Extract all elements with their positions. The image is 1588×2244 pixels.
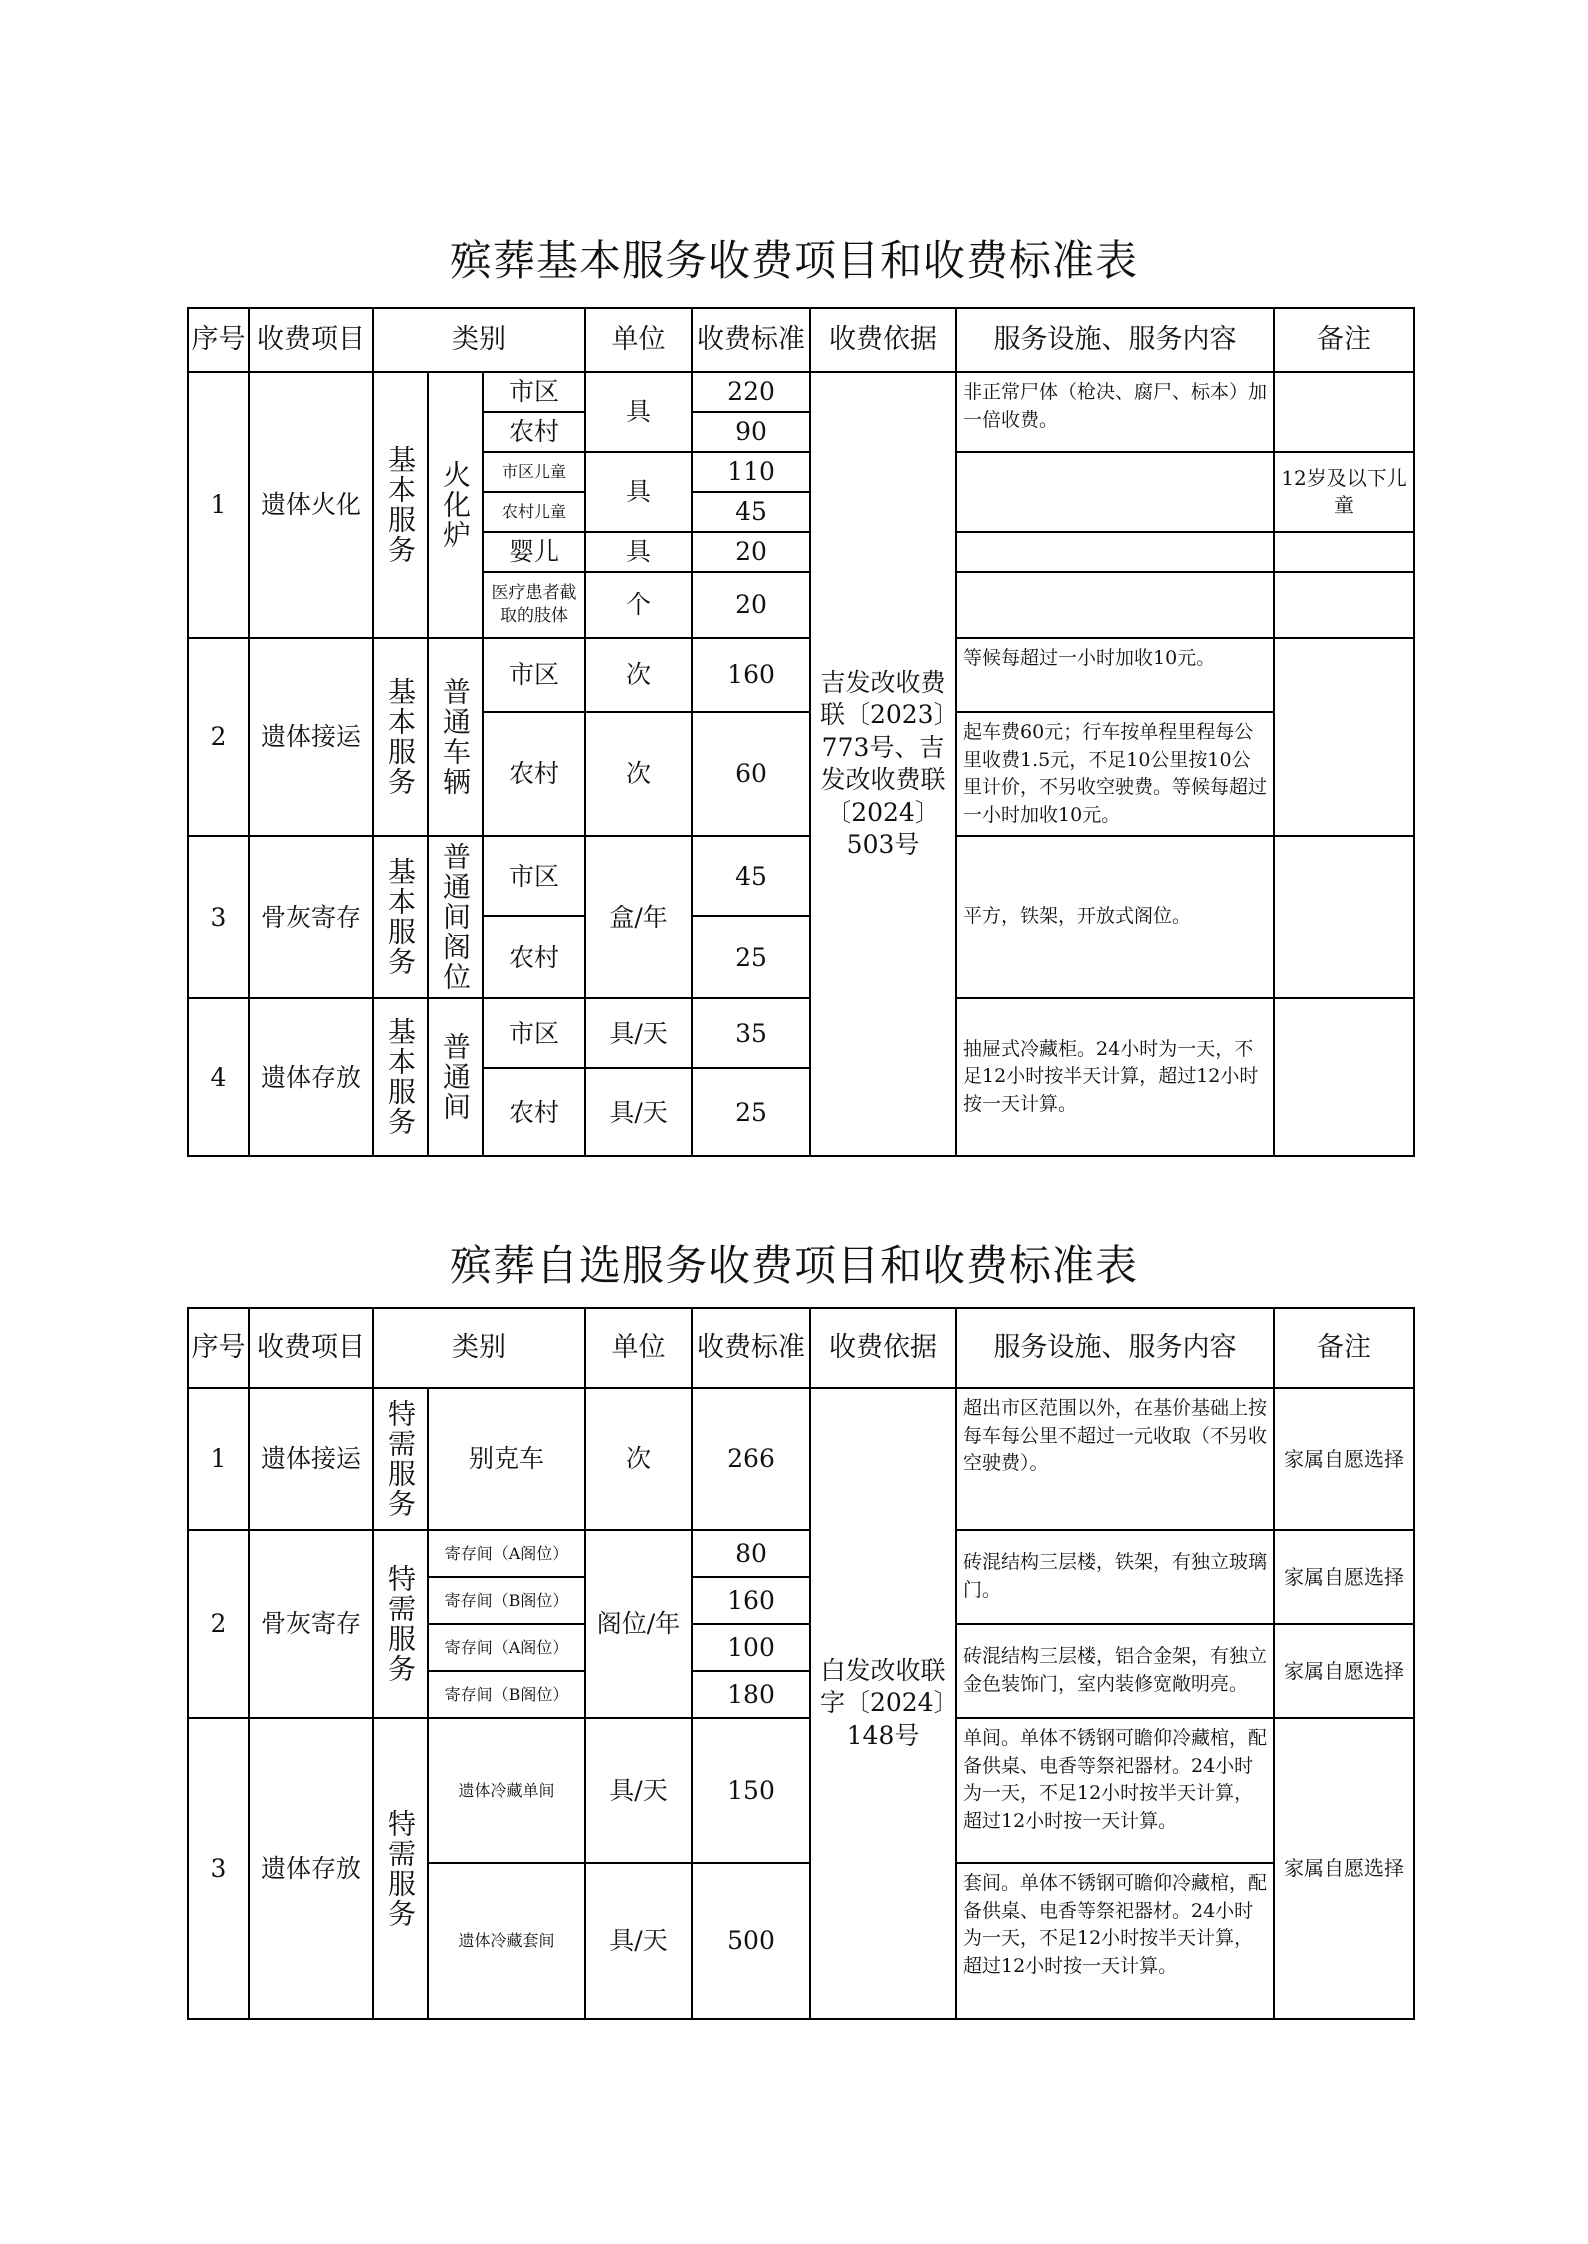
item-cell: 遗体存放 bbox=[249, 998, 373, 1156]
price-cell: 25 bbox=[692, 1068, 810, 1156]
header-remark: 备注 bbox=[1274, 308, 1414, 372]
remark-cell: 12岁及以下儿童 bbox=[1274, 452, 1414, 532]
unit-cell: 具 bbox=[585, 452, 692, 532]
unit-cell: 盒/年 bbox=[585, 836, 692, 998]
price-cell: 35 bbox=[692, 998, 810, 1068]
basic-fee-table bbox=[187, 307, 1415, 1157]
unit-cell: 具/天 bbox=[585, 1068, 692, 1156]
type-cell: 基本服务 bbox=[373, 638, 428, 836]
class-cell: 农村 bbox=[483, 412, 585, 452]
price-cell: 90 bbox=[692, 412, 810, 452]
class-cell: 市区 bbox=[483, 372, 585, 412]
price-cell: 266 bbox=[692, 1388, 810, 1530]
service-cell bbox=[956, 452, 1274, 532]
remark-cell bbox=[1274, 572, 1414, 638]
unit-cell: 具/天 bbox=[585, 1863, 692, 2019]
class-cell: 市区 bbox=[483, 998, 585, 1068]
table2-title: 殡葬自选服务收费项目和收费标准表 bbox=[449, 1241, 1138, 1290]
price-cell: 150 bbox=[692, 1718, 810, 1863]
class-cell: 市区儿童 bbox=[483, 452, 585, 492]
item-cell: 遗体接运 bbox=[249, 1388, 373, 1530]
table-row bbox=[188, 836, 1414, 916]
service-cell: 砖混结构三层楼，铝合金架，有独立金色装饰门，室内装修宽敞明亮。 bbox=[956, 1624, 1274, 1718]
header-item: 收费项目 bbox=[249, 308, 373, 372]
price-cell: 20 bbox=[692, 532, 810, 572]
header-category: 类别 bbox=[373, 308, 585, 372]
class-cell: 医疗患者截取的肢体 bbox=[483, 572, 585, 638]
item-cell: 骨灰寄存 bbox=[249, 1530, 373, 1718]
service-cell: 平方，铁架，开放式阁位。 bbox=[956, 836, 1274, 998]
unit-cell: 次 bbox=[585, 712, 692, 836]
seq-cell: 2 bbox=[188, 1530, 249, 1718]
subtype-cell: 普通间阁位 bbox=[428, 836, 483, 998]
class-cell: 寄存间（A阁位） bbox=[428, 1530, 585, 1577]
type-cell: 基本服务 bbox=[373, 372, 428, 638]
class-cell: 别克车 bbox=[428, 1388, 585, 1530]
remark-cell bbox=[1274, 372, 1414, 452]
remark-cell: 家属自愿选择 bbox=[1274, 1530, 1414, 1624]
seq-cell: 4 bbox=[188, 998, 249, 1156]
service-cell: 超出市区范围以外，在基价基础上按每车每公里不超过一元收取（不另收空驶费）。 bbox=[956, 1388, 1274, 1530]
unit-cell: 次 bbox=[585, 1388, 692, 1530]
price-cell: 110 bbox=[692, 452, 810, 492]
seq-cell: 1 bbox=[188, 1388, 249, 1530]
service-cell: 等候每超过一小时加收10元。 bbox=[956, 638, 1274, 712]
subtype-cell: 普通间 bbox=[428, 998, 483, 1156]
price-cell: 160 bbox=[692, 638, 810, 712]
table-row bbox=[188, 1718, 1414, 1863]
service-cell bbox=[956, 572, 1274, 638]
subtype-cell: 普通车辆 bbox=[428, 638, 483, 836]
price-cell: 45 bbox=[692, 836, 810, 916]
unit-cell: 具/天 bbox=[585, 998, 692, 1068]
class-cell: 农村儿童 bbox=[483, 492, 585, 532]
class-cell: 婴儿 bbox=[483, 532, 585, 572]
subtype-cell: 火化炉 bbox=[428, 372, 483, 638]
price-cell: 500 bbox=[692, 1863, 810, 2019]
table1-title: 殡葬基本服务收费项目和收费标准表 bbox=[449, 236, 1138, 285]
price-cell: 20 bbox=[692, 572, 810, 638]
class-cell: 农村 bbox=[483, 1068, 585, 1156]
header-seq: 序号 bbox=[188, 308, 249, 372]
class-cell: 遗体冷藏单间 bbox=[428, 1718, 585, 1863]
type-cell: 基本服务 bbox=[373, 836, 428, 998]
class-cell: 寄存间（B阁位） bbox=[428, 1577, 585, 1624]
price-cell: 45 bbox=[692, 492, 810, 532]
header-row bbox=[188, 308, 1414, 372]
service-cell: 砖混结构三层楼，铁架，有独立玻璃门。 bbox=[956, 1530, 1274, 1624]
header-row bbox=[188, 1308, 1414, 1388]
price-cell: 100 bbox=[692, 1624, 810, 1671]
table-row bbox=[188, 1530, 1414, 1577]
type-cell: 特需服务 bbox=[373, 1718, 428, 2019]
price-cell: 160 bbox=[692, 1577, 810, 1624]
remark-cell: 家属自愿选择 bbox=[1274, 1718, 1414, 2019]
unit-cell: 具 bbox=[585, 532, 692, 572]
header-price: 收费标准 bbox=[692, 308, 810, 372]
service-cell: 抽屉式冷藏柜。24小时为一天，不足12小时按半天计算，超过12小时按一天计算。 bbox=[956, 998, 1274, 1156]
basis-cell: 吉发改收费联〔2023〕773号、吉发改收费联〔2024〕503号 bbox=[810, 372, 956, 1156]
item-cell: 遗体存放 bbox=[249, 1718, 373, 2019]
class-cell: 寄存间（B阁位） bbox=[428, 1671, 585, 1718]
header-basis: 收费依据 bbox=[810, 308, 956, 372]
remark-cell: 家属自愿选择 bbox=[1274, 1388, 1414, 1530]
header-basis: 收费依据 bbox=[810, 1308, 956, 1388]
price-cell: 25 bbox=[692, 916, 810, 998]
table-row bbox=[188, 372, 1414, 412]
table-row bbox=[188, 998, 1414, 1068]
service-cell: 非正常尸体（枪决、腐尸、标本）加一倍收费。 bbox=[956, 372, 1274, 452]
item-cell: 骨灰寄存 bbox=[249, 836, 373, 998]
remark-cell bbox=[1274, 638, 1414, 836]
remark-cell bbox=[1274, 998, 1414, 1156]
remark-cell bbox=[1274, 532, 1414, 572]
service-cell: 单间。单体不锈钢可瞻仰冷藏棺，配备供桌、电香等祭祀器材。24小时为一天，不足12小时按半天计算，超过12小时按一天计算。 bbox=[956, 1718, 1274, 1863]
class-cell: 遗体冷藏套间 bbox=[428, 1863, 585, 2019]
type-cell: 基本服务 bbox=[373, 998, 428, 1156]
remark-cell: 家属自愿选择 bbox=[1274, 1624, 1414, 1718]
unit-cell: 具 bbox=[585, 372, 692, 452]
header-service: 服务设施、服务内容 bbox=[956, 1308, 1274, 1388]
seq-cell: 3 bbox=[188, 836, 249, 998]
seq-cell: 1 bbox=[188, 372, 249, 638]
header-unit: 单位 bbox=[585, 308, 692, 372]
service-cell: 起车费60元；行车按单程里程每公里收费1.5元，不足10公里按10公里计价，不另收空驶费。等候每超过一小时加收10元。 bbox=[956, 712, 1274, 836]
price-cell: 80 bbox=[692, 1530, 810, 1577]
optional-fee-table bbox=[187, 1307, 1415, 2020]
type-cell: 特需服务 bbox=[373, 1388, 428, 1530]
price-cell: 180 bbox=[692, 1671, 810, 1718]
header-category: 类别 bbox=[373, 1308, 585, 1388]
seq-cell: 3 bbox=[188, 1718, 249, 2019]
seq-cell: 2 bbox=[188, 638, 249, 836]
price-cell: 220 bbox=[692, 372, 810, 412]
basis-cell: 白发改收联字〔2024〕148号 bbox=[810, 1388, 956, 2019]
remark-cell bbox=[1274, 836, 1414, 998]
header-seq: 序号 bbox=[188, 1308, 249, 1388]
header-price: 收费标准 bbox=[692, 1308, 810, 1388]
unit-cell: 具/天 bbox=[585, 1718, 692, 1863]
unit-cell: 个 bbox=[585, 572, 692, 638]
class-cell: 农村 bbox=[483, 712, 585, 836]
service-cell bbox=[956, 532, 1274, 572]
service-cell: 套间。单体不锈钢可瞻仰冷藏棺，配备供桌、电香等祭祀器材。24小时为一天，不足12小时按半天计算，超过12小时按一天计算。 bbox=[956, 1863, 1274, 2019]
class-cell: 市区 bbox=[483, 638, 585, 712]
class-cell: 寄存间（A阁位） bbox=[428, 1624, 585, 1671]
header-unit: 单位 bbox=[585, 1308, 692, 1388]
unit-cell: 阁位/年 bbox=[585, 1530, 692, 1718]
item-cell: 遗体火化 bbox=[249, 372, 373, 638]
table-row bbox=[188, 1388, 1414, 1530]
class-cell: 市区 bbox=[483, 836, 585, 916]
header-item: 收费项目 bbox=[249, 1308, 373, 1388]
unit-cell: 次 bbox=[585, 638, 692, 712]
class-cell: 农村 bbox=[483, 916, 585, 998]
type-cell: 特需服务 bbox=[373, 1530, 428, 1718]
price-cell: 60 bbox=[692, 712, 810, 836]
header-remark: 备注 bbox=[1274, 1308, 1414, 1388]
table-row bbox=[188, 638, 1414, 712]
item-cell: 遗体接运 bbox=[249, 638, 373, 836]
header-service: 服务设施、服务内容 bbox=[956, 308, 1274, 372]
